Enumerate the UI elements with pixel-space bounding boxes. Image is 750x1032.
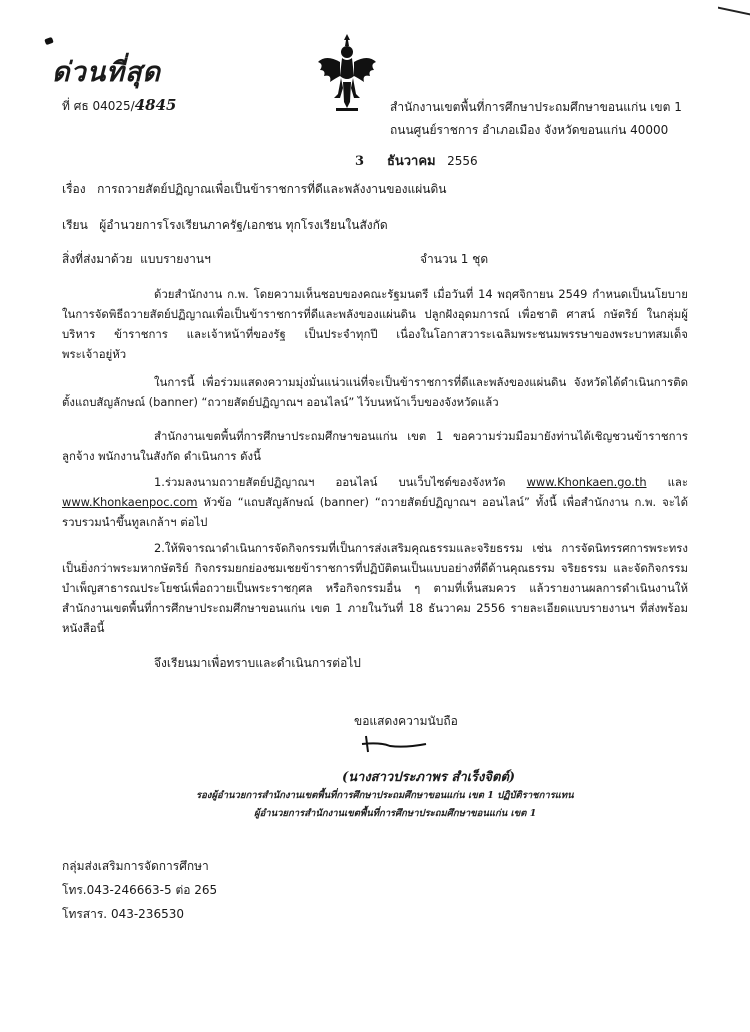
footer-fax: โทรสาร. 043-236530 — [62, 907, 184, 921]
enclosure-line — [62, 250, 211, 269]
reference-handwritten-number: 4845 — [134, 96, 177, 114]
enclosure-quantity: จำนวน 1 ชุด — [420, 252, 489, 266]
date-day: 3 — [355, 154, 365, 169]
body-paragraph-2: ในการนี้ เพื่อร่วมแสดงความมุ่งมั่นแน่วแน่ที่จะเป็นข้าราชการที่ดีและพลังของแผ่นดิน จังหวัดได้ดำเนินการติดตั้งแถบสัญลักษณ์ (banner) “ถวายสัตย์ปฏิญาณฯ ออนไลน์” ไว้บนหน้าเว็บของจังหวัดแล้ว — [62, 375, 688, 409]
signer-name: (นางสาวประภาพร สำเร็งจิตต์) — [342, 770, 516, 785]
body-item-1 — [62, 472, 688, 532]
reference-prefix: ที่ ศธ 04025/ — [62, 99, 135, 113]
corner-scan-mark — [718, 0, 750, 15]
ink-mark — [44, 37, 54, 45]
addressee-line — [62, 216, 388, 235]
date-month: ธันวาคม — [386, 154, 436, 169]
garuda-emblem-icon — [316, 32, 378, 114]
office-name: สำนักงานเขตพื้นที่การศึกษาประถมศึกษาขอนแก่น เขต 1 — [390, 100, 682, 114]
subject-label: เรื่อง — [62, 182, 86, 196]
office-street: ถนนศูนย์ราชการ อำเภอเมือง จังหวัดขอนแก่น 40000 — [390, 123, 669, 137]
closing-request: จึงเรียนมาเพื่อทราบและดำเนินการต่อไป — [154, 656, 361, 670]
closing-salutation: ขอแสดงความนับถือ — [354, 714, 458, 728]
signer-position-2: ผู้อำนวยการสำนักงานเขตพื้นที่การศึกษาประถมศึกษาขอนแก่น เขต 1 — [254, 808, 537, 819]
body-paragraph-1: ด้วยสำนักงาน ก.พ. โดยความเห็นชอบของคณะรัฐมนตรี เมื่อวันที่ 14 พฤศจิกายน 2549 กำหนดเป็นนโยบายในการจัดพิธีถวายสัตย์ปฏิญาณเพื่อเป็นข้าราชการที่ดีและพลังของแผ่นดิน ปลูกฝังอุดมการณ์ เพื่อชาติ ศาสน์ กษัตริย์ ในกลุ่มผู้บริหาร ข้าราชการ และเจ้าหน้าที่ของรัฐ เป็นประจำทุกปี เนื่องในโอกาสวาระเฉลิมพระชนมพรรษาของพระบาทสมเด็จพระเจ้าอยู่หัว — [62, 287, 688, 361]
subject-line — [62, 180, 446, 199]
link-khonkaenpoc-com[interactable]: www.Khonkaenpoc.com — [62, 495, 198, 509]
footer-phone: โทร.043-246663-5 ต่อ 265 — [62, 883, 218, 897]
date-year: 2556 — [447, 154, 478, 168]
item1-text-start: 1.ร่วมลงนามถวายสัตย์ปฏิญาณฯ ออนไลน์ บนเว็บไซต์ของจังหวัด — [154, 475, 527, 489]
footer-department: กลุ่มส่งเสริมการจัดการศึกษา — [62, 859, 209, 873]
link-khonkaen-go-th[interactable]: www.Khonkaen.go.th — [526, 475, 647, 489]
letter-date — [355, 150, 478, 171]
addressee-label: เรียน — [62, 218, 88, 232]
signer-position-1: รองผู้อำนวยการสำนักงานเขตพื้นที่การศึกษาประถมศึกษาขอนแก่น เขต 1 ปฏิบัติราชการแทน — [196, 790, 574, 801]
enclosure-text: แบบรายงานฯ — [140, 252, 211, 266]
item1-text-end: หัวข้อ “แถบสัญลักษณ์ (banner) “ถวายสัตย์ปฏิญาณฯ ออนไลน์” ทั้งนี้ เพื่อสำนักงาน ก.พ. จะได้รวบรวมนำขึ้นทูลเกล้าฯ ต่อไป — [62, 495, 688, 529]
contact-footer — [62, 854, 217, 926]
reference-number — [62, 96, 176, 116]
office-address — [390, 96, 682, 142]
body-paragraph-3: สำนักงานเขตพื้นที่การศึกษาประถมศึกษาขอนแก่น เขต 1 ขอความร่วมมือมายังท่านได้เชิญชวนข้าราชการ ลูกจ้าง พนักงานในสังกัด ดำเนินการ ดังนี้ — [62, 429, 688, 463]
subject-text: การถวายสัตย์ปฏิญาณเพื่อเป็นข้าราชการที่ดีและพลังงานของแผ่นดิน — [97, 182, 447, 196]
urgency-stamp: ด่วนที่สุด — [52, 57, 161, 88]
enclosure-label: สิ่งที่ส่งมาด้วย — [62, 252, 133, 266]
handwritten-signature-icon — [360, 732, 430, 754]
addressee-text: ผู้อำนวยการโรงเรียนภาครัฐ/เอกชน ทุกโรงเรียนในสังกัด — [99, 218, 388, 232]
body-item-2: 2.ให้พิจารณาดำเนินการจัดกิจกรรมที่เป็นการส่งเสริมคุณธรรมและจริยธรรม เช่น การจัดนิทรรศการพระทรงเป็นยิ่งกว่าพระมหากษัตริย์ กิจกรรมยกย่องชมเชยข้าราชการที่ปฏิบัติตนเป็นแบบอย่างที่ดีด้านคุณธรรม จริยธรรม และจัดกิจกรรมบำเพ็ญสาธารณประโยชน์เพื่อถวายเป็นพระราชกุศล หรือกิจกรรมอื่น ๆ ตามที่เห็นสมควร แล้วรายงานผลการดำเนินงานให้สำนักงานเขตพื้นที่การศึกษาประถมศึกษาขอนแก่น เขต 1 ภายในวันที่ 18 ธันวาคม 2556 รายละเอียดแบบรายงานฯ ที่ส่งพร้อมหนังสือนี้ — [62, 541, 688, 635]
item1-text-middle: และ — [646, 475, 689, 489]
